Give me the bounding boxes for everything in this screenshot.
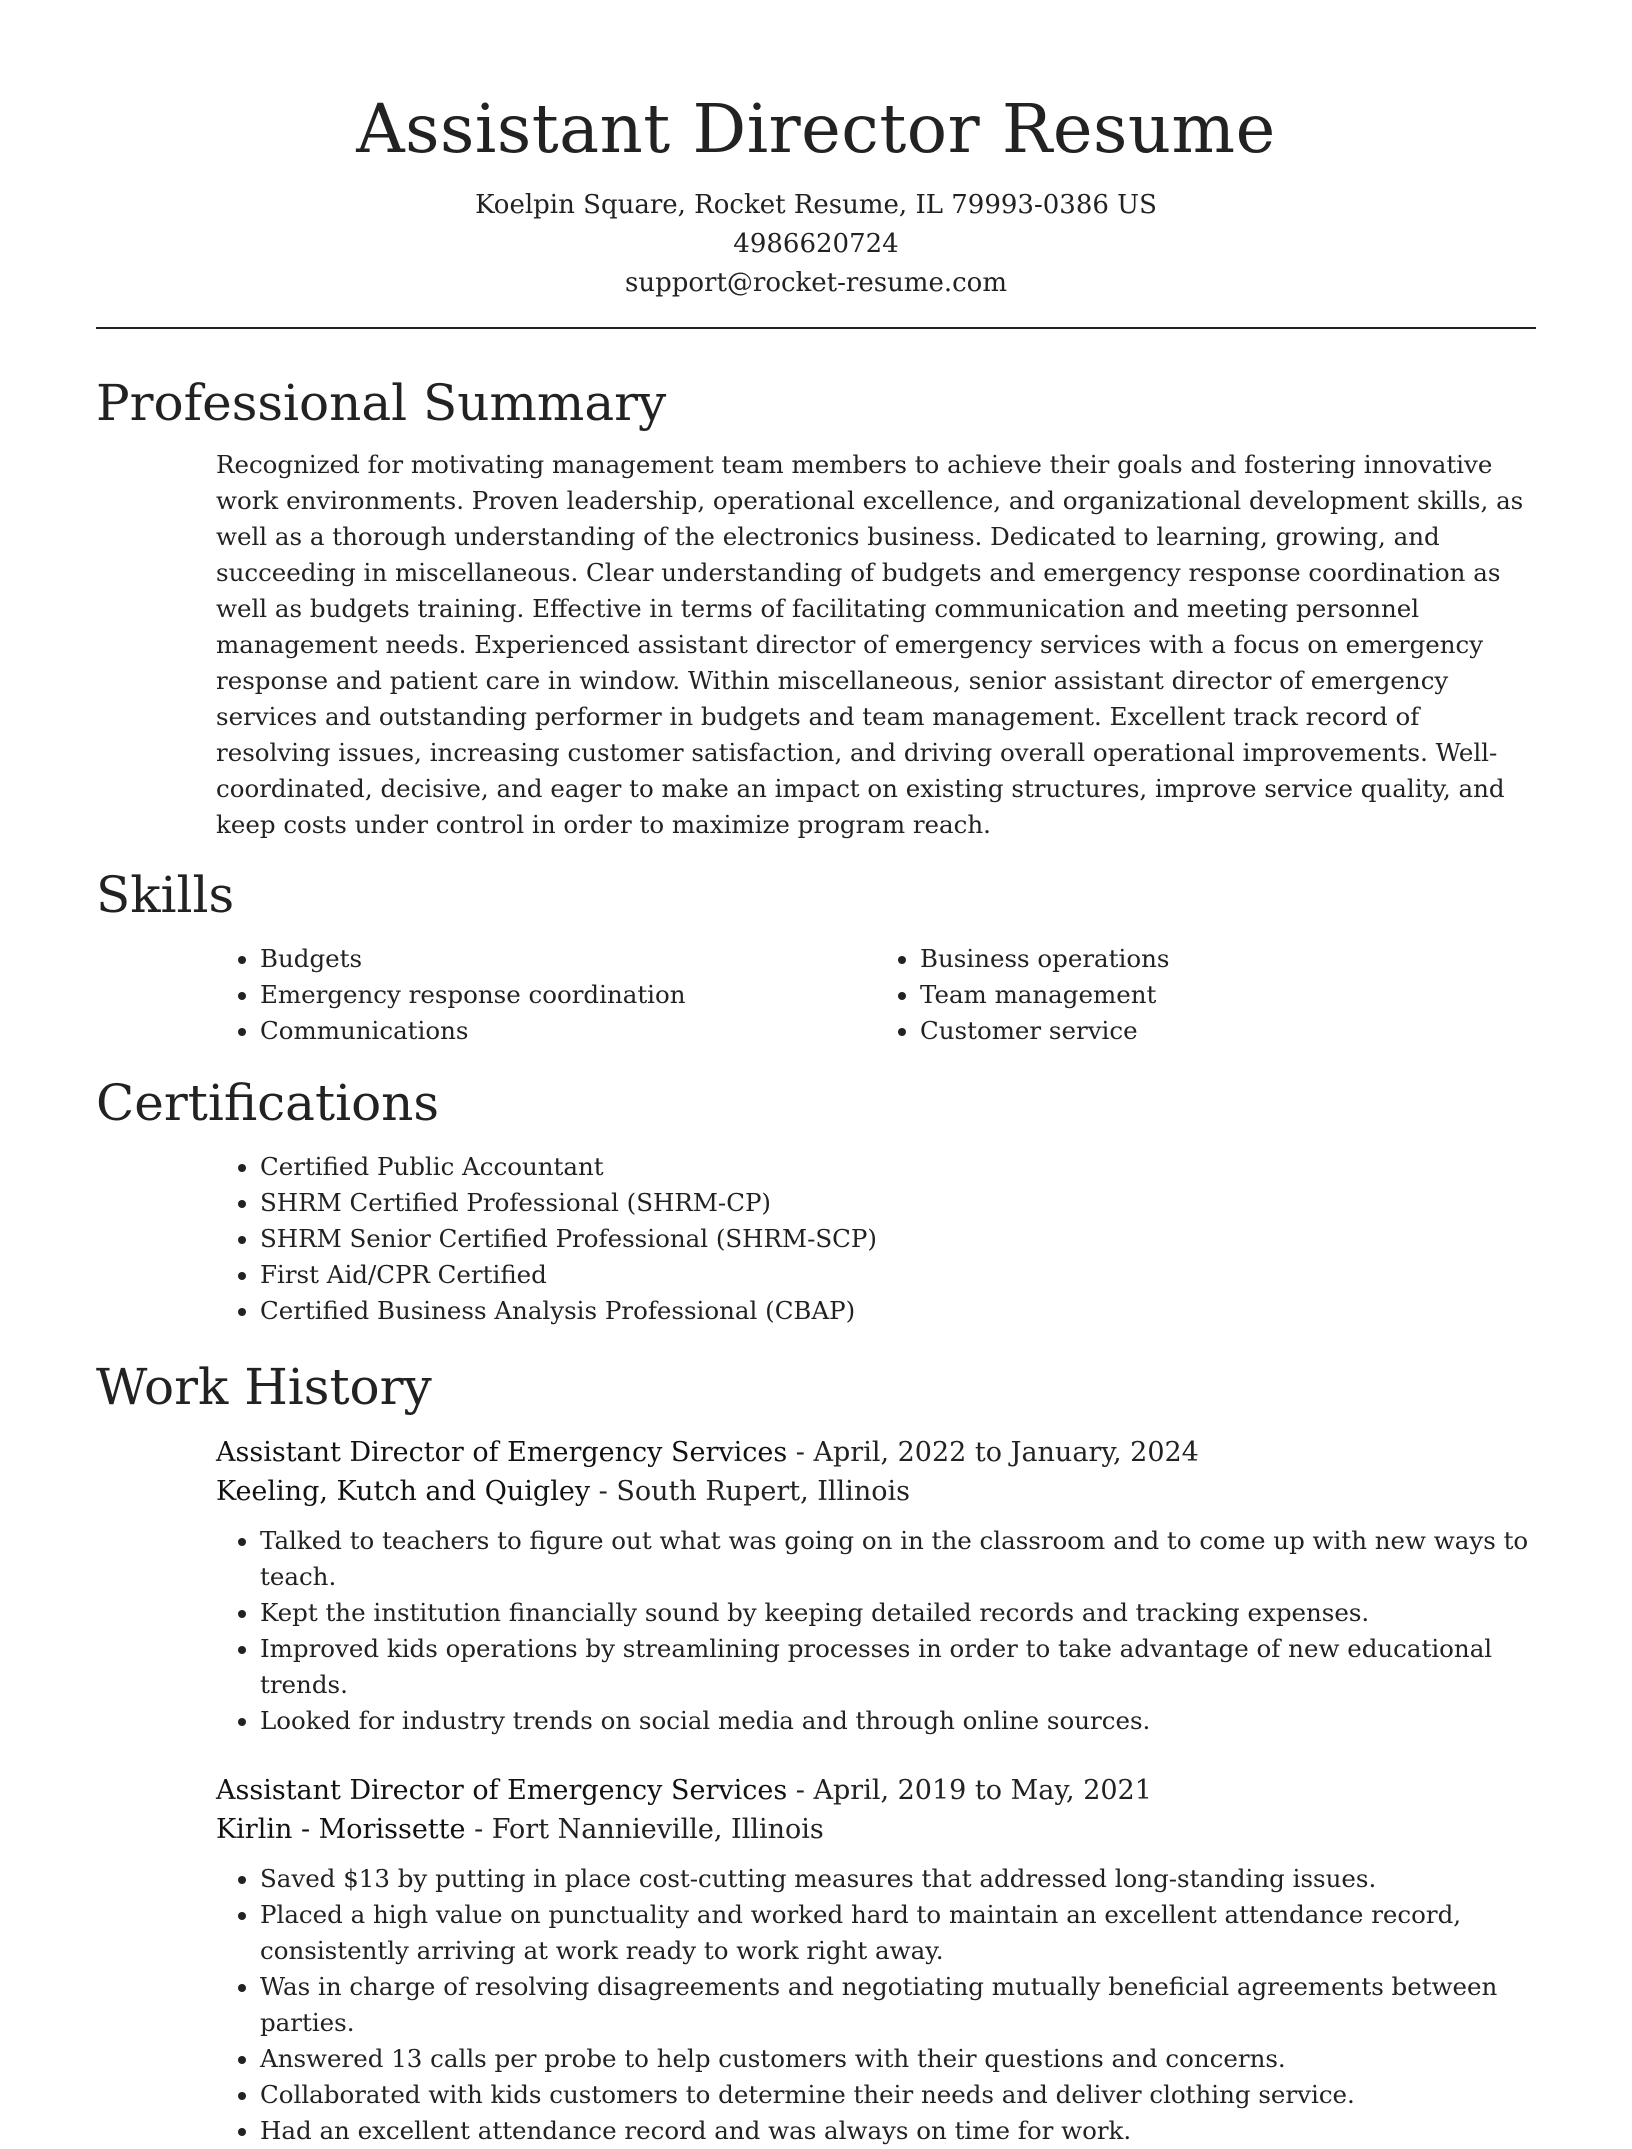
job-company: Kirlin - Morissette <box>216 1814 466 1845</box>
certification-item: • Certified Business Analysis Professional (CBAP) <box>260 1293 1536 1329</box>
resume-title: Assistant Director Resume <box>356 90 1276 168</box>
summary-section <box>96 371 1536 843</box>
job-bullet: • Collaborated with kids customers to determine their needs and deliver clothing service. <box>260 2077 1536 2113</box>
job-bullet: • Had an excellent attendance record and was always on time for work. <box>260 2113 1536 2149</box>
contact-phone: 4986620724 <box>733 229 899 259</box>
job-location: - South Rupert, Illinois <box>590 1476 910 1507</box>
job-entry <box>216 1771 1536 2149</box>
skills-heading: Skills <box>96 866 235 924</box>
job-title: Assistant Director of Emergency Services <box>216 1775 788 1806</box>
resume-page <box>96 0 1536 2149</box>
work-history-heading: Work History <box>96 1358 432 1416</box>
certifications-section <box>96 1071 1536 1329</box>
job-title: Assistant Director of Emergency Services <box>216 1437 788 1468</box>
contact-address: Koelpin Square, Rocket Resume, IL 79993-0386 US <box>475 190 1157 220</box>
job-bullet: • Was in charge of resolving disagreements and negotiating mutually beneficial agreements between parties. <box>260 1969 1536 2041</box>
job-bullet: • Talked to teachers to figure out what was going on in the classroom and to come up with new ways to teach. <box>260 1523 1536 1595</box>
skill-item: • Team management <box>920 977 1536 1013</box>
job-bullet: • Saved $13 by putting in place cost-cutting measures that addressed long-standing issues. <box>260 1861 1536 1897</box>
skill-item: • Business operations <box>920 941 1536 977</box>
job-company: Keeling, Kutch and Quigley <box>216 1476 591 1507</box>
certifications-list <box>216 1149 1536 1329</box>
job-bullet: • Looked for industry trends on social media and through online sources. <box>260 1703 1536 1739</box>
skills-section <box>96 863 1536 1049</box>
skill-item: • Budgets <box>260 941 876 977</box>
summary-heading: Professional Summary <box>96 374 667 432</box>
skills-list-right <box>876 941 1536 1049</box>
skill-item: • Emergency response coordination <box>260 977 876 1013</box>
job-bullet: • Improved kids operations by streamlining processes in order to take advantage of new educational trends. <box>260 1631 1536 1703</box>
contact-block <box>96 186 1536 303</box>
job-dates: - April, 2022 to January, 2024 <box>787 1437 1199 1468</box>
certification-item: • First Aid/CPR Certified <box>260 1257 1536 1293</box>
job-dates: - April, 2019 to May, 2021 <box>787 1775 1152 1806</box>
job-bullet: • Kept the institution financially sound by keeping detailed records and tracking expenses. <box>260 1595 1536 1631</box>
job-company-line <box>216 1810 1536 1849</box>
summary-text: Recognized for motivating management team members to achieve their goals and fostering innovative work environments. Proven leadership, operational excellence, and organizational development skills, as well as a thorough understanding of the electronics business. Dedicated to learning, growing, and succeeding in miscellaneous. Clear understanding of budgets and emergency response coordination as well as budgets training. Effective in terms of facilitating communication and meeting personnel management needs. Experienced assistant director of emergency services with a focus on emergency response and patient care in window. Within miscellaneous, senior assistant director of emergency services and outstanding performer in budgets and team management. Excellent track record of resolving issues, increasing customer satisfaction, and driving overall operational improvements. Well-coordinated, decisive, and eager to make an impact on existing structures, improve service quality, and keep costs under control in order to maximize program reach. <box>216 450 1524 839</box>
contact-email: support@rocket-resume.com <box>624 268 1007 298</box>
job-location: - Fort Nannieville, Illinois <box>465 1814 824 1845</box>
job-bullet: • Answered 13 calls per probe to help customers with their questions and concerns. <box>260 2041 1536 2077</box>
skill-item: • Communications <box>260 1013 876 1049</box>
job-bullet-list <box>216 1861 1536 2149</box>
skills-grid <box>216 941 1536 1049</box>
job-title-line <box>216 1433 1536 1472</box>
work-history-section <box>96 1355 1536 2149</box>
job-title-line <box>216 1771 1536 1810</box>
certification-item: • Certified Public Accountant <box>260 1149 1536 1185</box>
certification-item: • SHRM Certified Professional (SHRM-CP) <box>260 1185 1536 1221</box>
skill-item: • Customer service <box>920 1013 1536 1049</box>
job-bullet: • Placed a high value on punctuality and worked hard to maintain an excellent attendance record, consistently arriving at work ready to work right away. <box>260 1897 1536 1969</box>
header-divider <box>96 327 1536 329</box>
certifications-heading: Certifications <box>96 1074 440 1132</box>
skills-list-left <box>216 941 876 1049</box>
certification-item: • SHRM Senior Certified Professional (SHRM-SCP) <box>260 1221 1536 1257</box>
job-company-line <box>216 1472 1536 1511</box>
job-bullet-list <box>216 1523 1536 1739</box>
job-entry <box>216 1433 1536 1739</box>
